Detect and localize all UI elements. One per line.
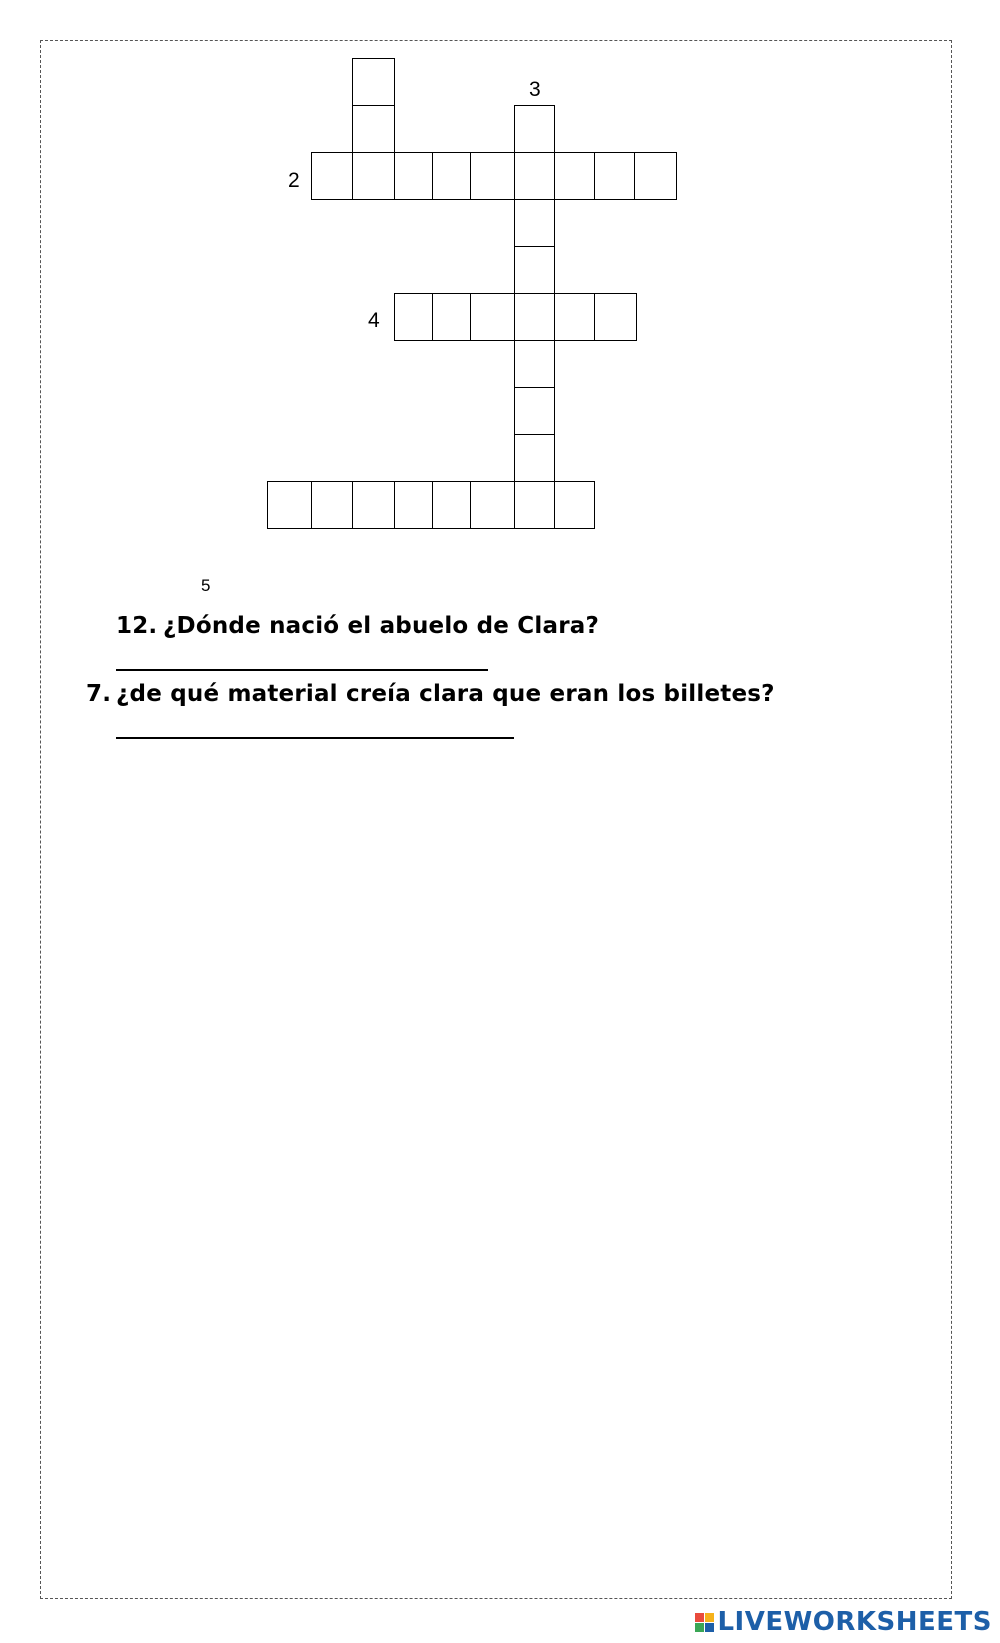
crossword-cell[interactable] — [514, 246, 555, 294]
question-12-number: 12. — [116, 613, 158, 639]
logo-square — [695, 1623, 704, 1632]
answer-line-7[interactable] — [116, 737, 514, 739]
liveworksheets-brand — [695, 1607, 992, 1637]
crossword-cell[interactable] — [470, 293, 515, 341]
crossword-cell[interactable] — [470, 481, 515, 529]
liveworksheets-logo-icon — [695, 1613, 714, 1632]
crossword-cell[interactable] — [352, 105, 395, 153]
crossword-cell[interactable] — [514, 387, 555, 435]
crossword-cell[interactable] — [311, 152, 353, 200]
brand-name: LIVEWORKSHEETS — [717, 1607, 992, 1637]
crossword-cell[interactable] — [267, 481, 312, 529]
crossword-cell[interactable] — [514, 152, 555, 200]
question-7-text: ¿de qué material creía clara que eran los billetes? — [116, 681, 775, 707]
clue-number-5: 5 — [201, 576, 211, 595]
question-7-number: 7. — [86, 681, 112, 707]
clue-number-4: 4 — [368, 309, 380, 332]
crossword-cell[interactable] — [470, 152, 515, 200]
crossword-cell[interactable] — [554, 481, 595, 529]
crossword-cell[interactable] — [514, 105, 555, 153]
crossword-cell[interactable] — [394, 152, 433, 200]
crossword-cell[interactable] — [514, 293, 555, 341]
logo-square — [695, 1613, 704, 1622]
logo-square — [705, 1613, 714, 1622]
crossword-cell[interactable] — [514, 199, 555, 247]
crossword-cell[interactable] — [594, 293, 637, 341]
logo-square — [705, 1623, 714, 1632]
crossword-cell[interactable] — [594, 152, 635, 200]
question-12-text: ¿Dónde nació el abuelo de Clara? — [163, 613, 599, 639]
crossword-cell[interactable] — [514, 481, 555, 529]
crossword-cell[interactable] — [514, 434, 555, 482]
crossword-cell[interactable] — [432, 481, 471, 529]
answer-line-12[interactable] — [116, 669, 488, 671]
crossword-cell[interactable] — [514, 340, 555, 388]
crossword-cell[interactable] — [352, 481, 395, 529]
crossword-cell[interactable] — [311, 481, 353, 529]
worksheet-frame — [40, 40, 952, 1599]
crossword-cell[interactable] — [394, 481, 433, 529]
crossword-cell[interactable] — [432, 293, 471, 341]
crossword-cell[interactable] — [554, 152, 595, 200]
crossword-cell[interactable] — [432, 152, 471, 200]
crossword-cell[interactable] — [352, 58, 395, 106]
crossword-cell[interactable] — [554, 293, 595, 341]
clue-number-2: 2 — [288, 169, 300, 192]
clue-number-3: 3 — [529, 78, 541, 101]
crossword-cell[interactable] — [394, 293, 433, 341]
crossword-cell[interactable] — [634, 152, 677, 200]
crossword-cell[interactable] — [352, 152, 395, 200]
